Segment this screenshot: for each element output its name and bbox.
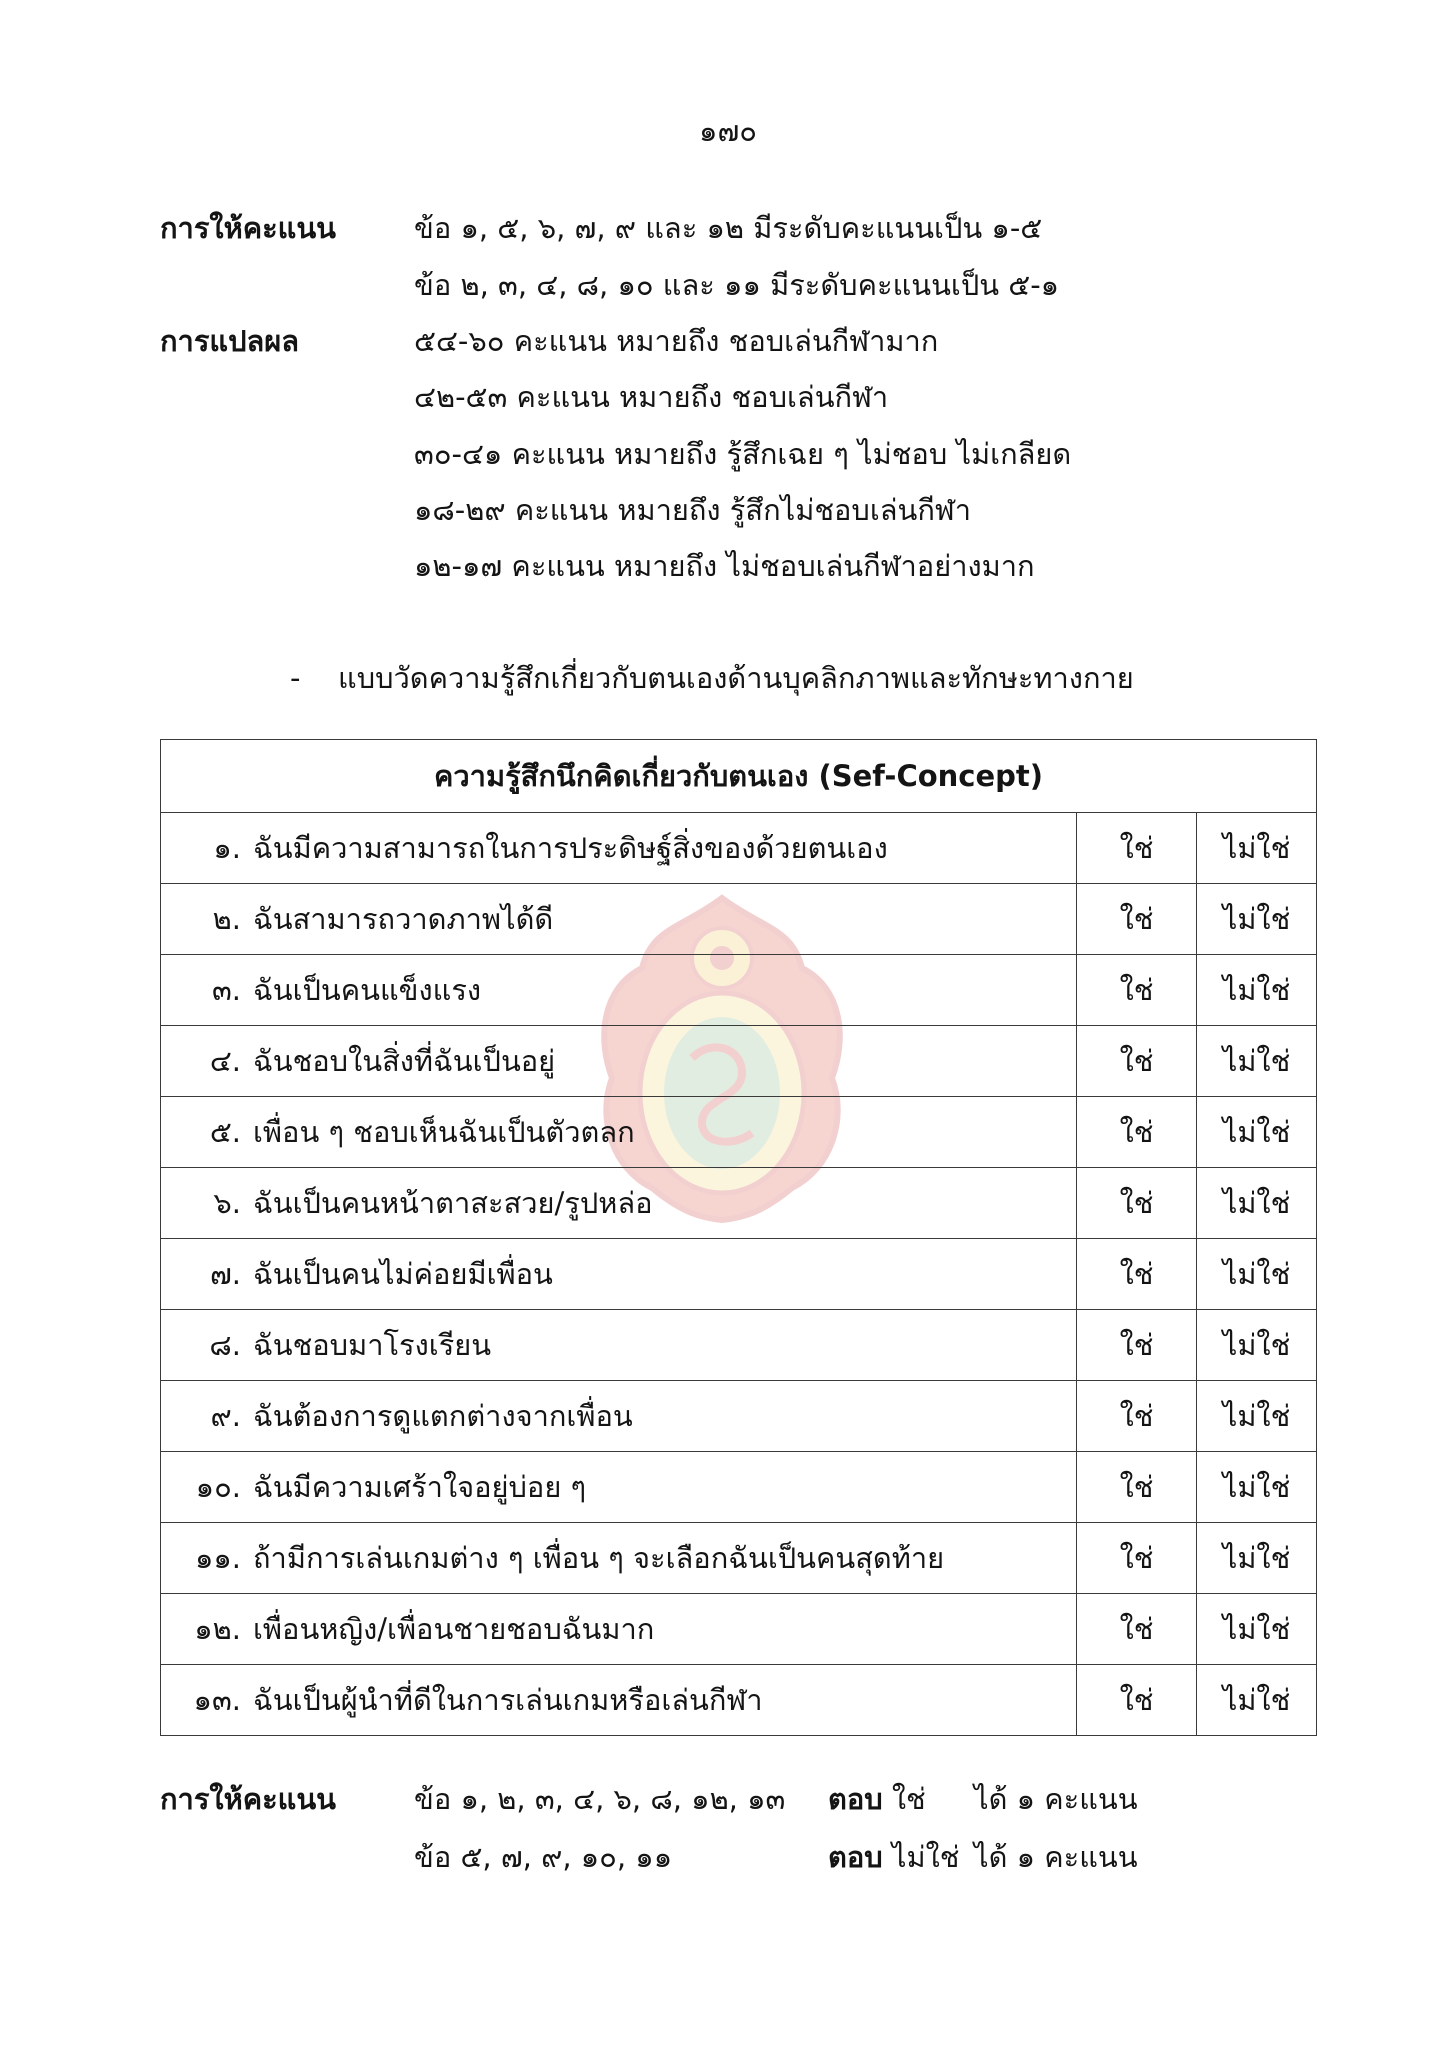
scoring-points: ได้ ๑ คะแนน xyxy=(974,1840,1138,1874)
item-number: ๑. xyxy=(213,831,241,865)
table-header-row xyxy=(161,740,1317,813)
item-number: ๑๑. xyxy=(194,1541,241,1575)
interpretation-label: การแปลผล xyxy=(160,324,300,358)
yes-option[interactable]: ใช่ xyxy=(1077,1594,1197,1665)
item-cell xyxy=(161,1452,1077,1523)
interpretation-line: ๕๔-๖๐ คะแนน หมายถึง ชอบเล่นกีฬามาก xyxy=(414,324,939,358)
table-row xyxy=(161,1523,1317,1594)
table-row xyxy=(161,1026,1317,1097)
item-text: เพื่อน ๆ ชอบเห็นฉันเป็นตัวตลก xyxy=(253,1115,635,1149)
yes-option[interactable]: ใช่ xyxy=(1077,1239,1197,1310)
item-cell xyxy=(161,813,1077,884)
subheading-text: แบบวัดความรู้สึกเกี่ยวกับตนเองด้านบุคลิกภาพและทักษะทางกาย xyxy=(338,661,1134,695)
no-option[interactable]: ไม่ใช่ xyxy=(1197,884,1317,955)
table-row xyxy=(161,884,1317,955)
table-row xyxy=(161,1310,1317,1381)
table-header: ความรู้สึกนึกคิดเกี่ยวกับตนเอง (Sef-Concept) xyxy=(161,740,1317,813)
no-option[interactable]: ไม่ใช่ xyxy=(1197,1594,1317,1665)
no-option[interactable]: ไม่ใช่ xyxy=(1197,1026,1317,1097)
no-option[interactable]: ไม่ใช่ xyxy=(1197,955,1317,1026)
answer-word: ตอบ xyxy=(828,1840,883,1874)
item-number: ๗. xyxy=(209,1257,241,1291)
scoring-label: การให้คะแนน xyxy=(160,1782,337,1816)
no-option[interactable]: ไม่ใช่ xyxy=(1197,1523,1317,1594)
item-cell xyxy=(161,1026,1077,1097)
yes-option[interactable]: ใช่ xyxy=(1077,1452,1197,1523)
scoring-items: ข้อ ๑, ๒, ๓, ๔, ๖, ๘, ๑๒, ๑๓ xyxy=(414,1782,786,1816)
item-text: ฉันเป็นคนไม่ค่อยมีเพื่อน xyxy=(253,1257,553,1291)
item-number: ๒. xyxy=(212,902,241,936)
yes-option[interactable]: ใช่ xyxy=(1077,1026,1197,1097)
item-text: ฉันชอบในสิ่งที่ฉันเป็นอยู่ xyxy=(253,1044,556,1078)
item-number: ๓. xyxy=(211,973,241,1007)
item-text: ฉันต้องการดูแตกต่างจากเพื่อน xyxy=(253,1399,633,1433)
no-option[interactable]: ไม่ใช่ xyxy=(1197,1168,1317,1239)
answer-value: ไม่ใช่ xyxy=(891,1840,960,1874)
scoring-items: ข้อ ๕, ๗, ๙, ๑๐, ๑๑ xyxy=(414,1840,673,1874)
no-option[interactable]: ไม่ใช่ xyxy=(1197,1097,1317,1168)
item-text: เพื่อนหญิง/เพื่อนชายชอบฉันมาก xyxy=(253,1612,655,1646)
item-text: ฉันชอบมาโรงเรียน xyxy=(253,1328,492,1362)
table-row xyxy=(161,1594,1317,1665)
item-number: ๕. xyxy=(209,1115,241,1149)
item-text: ฉันมีความสามารถในการประดิษฐ์สิ่งของด้วยตนเอง xyxy=(253,831,888,865)
item-text: ฉันสามารถวาดภาพได้ดี xyxy=(253,902,554,936)
item-number: ๑๐. xyxy=(195,1470,241,1504)
scoring-answer xyxy=(828,1834,959,1880)
interpretation-line: ๑๘-๒๙ คะแนน หมายถึง รู้สึกไม่ชอบเล่นกีฬา xyxy=(414,493,972,527)
scoring-line: ข้อ ๒, ๓, ๔, ๘, ๑๐ และ ๑๑ มีระดับคะแนนเป็น ๕-๑ xyxy=(414,268,1060,302)
section-subheading xyxy=(290,655,1134,701)
answer-value: ใช่ xyxy=(891,1782,926,1816)
item-number: ๘. xyxy=(209,1328,241,1362)
self-concept-table xyxy=(160,739,1317,1736)
table-row xyxy=(161,1381,1317,1452)
item-cell xyxy=(161,1381,1077,1452)
scoring-line: ข้อ ๑, ๕, ๖, ๗, ๙ และ ๑๒ มีระดับคะแนนเป็น ๑-๕ xyxy=(414,211,1043,245)
yes-option[interactable]: ใช่ xyxy=(1077,813,1197,884)
item-text: ถ้ามีการเล่นเกมต่าง ๆ เพื่อน ๆ จะเลือกฉันเป็นคนสุดท้าย xyxy=(253,1541,945,1575)
no-option[interactable]: ไม่ใช่ xyxy=(1197,1665,1317,1736)
scoring-points: ได้ ๑ คะแนน xyxy=(974,1782,1138,1816)
table-row xyxy=(161,1665,1317,1736)
item-cell xyxy=(161,1168,1077,1239)
yes-option[interactable]: ใช่ xyxy=(1077,1168,1197,1239)
page-number: ๑๗๐ xyxy=(699,114,757,148)
item-text: ฉันเป็นผู้นำที่ดีในการเล่นเกมหรือเล่นกีฬา xyxy=(253,1683,763,1717)
item-number: ๙. xyxy=(210,1399,241,1433)
table-row xyxy=(161,1097,1317,1168)
yes-option[interactable]: ใช่ xyxy=(1077,1310,1197,1381)
item-text: ฉันมีความเศร้าใจอยู่บ่อย ๆ xyxy=(253,1470,587,1504)
scoring-answer xyxy=(828,1776,926,1822)
no-option[interactable]: ไม่ใช่ xyxy=(1197,1310,1317,1381)
item-number: ๑๓. xyxy=(193,1683,241,1717)
bullet-dash: - xyxy=(290,661,301,695)
item-cell xyxy=(161,1097,1077,1168)
yes-option[interactable]: ใช่ xyxy=(1077,1381,1197,1452)
item-cell xyxy=(161,1594,1077,1665)
table-row xyxy=(161,1452,1317,1523)
item-cell xyxy=(161,1523,1077,1594)
no-option[interactable]: ไม่ใช่ xyxy=(1197,1239,1317,1310)
item-cell xyxy=(161,884,1077,955)
table-row xyxy=(161,1168,1317,1239)
item-number: ๑๒. xyxy=(194,1612,241,1646)
yes-option[interactable]: ใช่ xyxy=(1077,1665,1197,1736)
yes-option[interactable]: ใช่ xyxy=(1077,884,1197,955)
item-text: ฉันเป็นคนแข็งแรง xyxy=(253,973,482,1007)
item-number: ๖. xyxy=(213,1186,241,1220)
yes-option[interactable]: ใช่ xyxy=(1077,1523,1197,1594)
no-option[interactable]: ไม่ใช่ xyxy=(1197,1381,1317,1452)
item-cell xyxy=(161,1239,1077,1310)
no-option[interactable]: ไม่ใช่ xyxy=(1197,813,1317,884)
scoring-label: การให้คะแนน xyxy=(160,211,337,245)
yes-option[interactable]: ใช่ xyxy=(1077,955,1197,1026)
item-number: ๔. xyxy=(209,1044,241,1078)
table-row xyxy=(161,955,1317,1026)
item-text: ฉันเป็นคนหน้าตาสะสวย/รูปหล่อ xyxy=(253,1186,653,1220)
interpretation-line: ๑๒-๑๗ คะแนน หมายถึง ไม่ชอบเล่นกีฬาอย่างมาก xyxy=(414,549,1035,583)
no-option[interactable]: ไม่ใช่ xyxy=(1197,1452,1317,1523)
answer-word: ตอบ xyxy=(828,1782,883,1816)
interpretation-line: ๔๒-๕๓ คะแนน หมายถึง ชอบเล่นกีฬา xyxy=(414,380,889,414)
item-cell xyxy=(161,955,1077,1026)
yes-option[interactable]: ใช่ xyxy=(1077,1097,1197,1168)
table-row xyxy=(161,1239,1317,1310)
table-row xyxy=(161,813,1317,884)
interpretation-line: ๓๐-๔๑ คะแนน หมายถึง รู้สึกเฉย ๆ ไม่ชอบ ไม่เกลียด xyxy=(414,437,1072,471)
item-cell xyxy=(161,1665,1077,1736)
item-cell xyxy=(161,1310,1077,1381)
